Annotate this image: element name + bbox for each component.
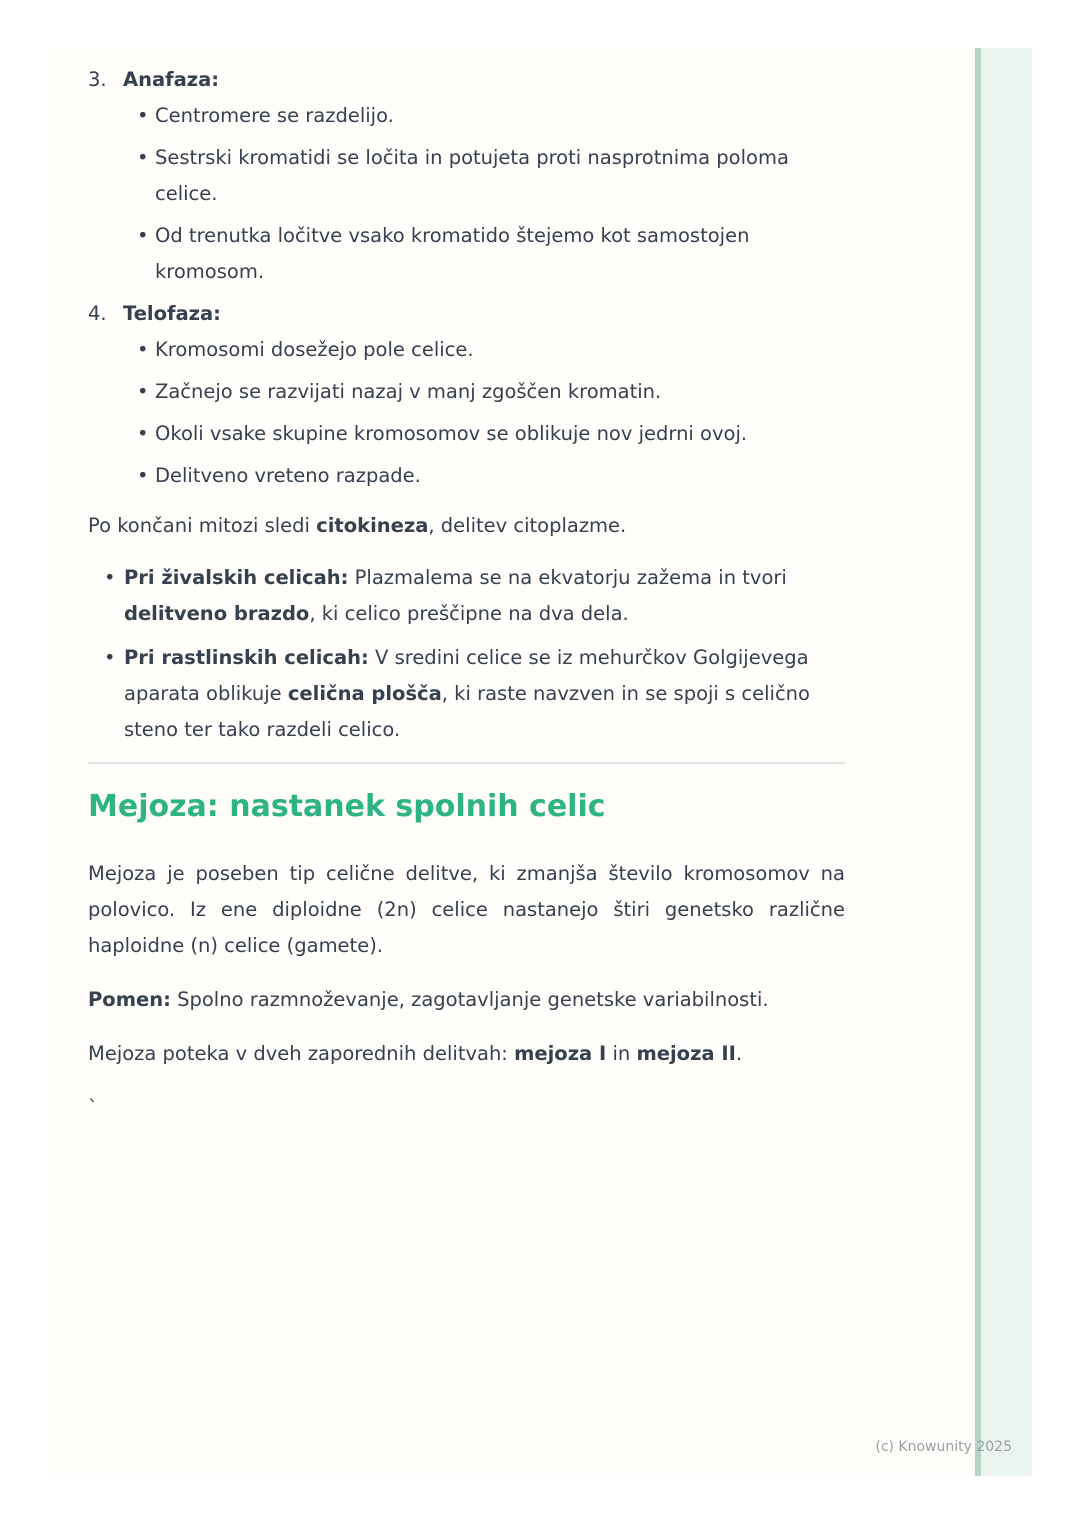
bullet-item [88,332,845,368]
copyright-watermark: (c) Knowunity 2025 [875,1439,1012,1455]
bullet-icon: • [137,338,149,361]
bold-text: delitveno brazdo [124,602,310,625]
numbered-item [88,296,845,494]
bold-text: celična plošča [287,682,442,705]
text-run: in [606,1042,637,1065]
text-run: Okoli vsake skupine kromosomov se oblikuje nov jedrni ovoj. [155,422,748,445]
bold-text: Pri živalskih celicah: [124,566,349,589]
bullet-item [88,458,845,494]
bold-text: Pomen: [88,988,171,1011]
page-margin-panel [981,48,1032,1476]
bullet-item [88,560,845,632]
numbered-item [88,62,845,290]
text-run: Mejoza je poseben tip celične delitve, ki zmanjša število kromosomov na polovico. Iz ene diploidne (2n) celice nastanejo štiri genetsko različne haploidne (n) celice (gamete). [88,862,845,957]
bullet-icon: • [104,646,116,669]
text-run: Začnejo se razvijati nazaj v manj zgoščen kromatin. [155,380,662,403]
text-run: Sestrski kromatidi se ločita in potujeta proti nasprotnima poloma celice. [155,146,789,205]
bullet-icon: • [137,104,149,127]
document-page [48,48,1032,1476]
sub-bullet-list [88,332,845,494]
list-item-title: Anafaza: [123,68,220,91]
text-run: Mejoza poteka v dveh zaporednih delitvah: [88,1042,515,1065]
text-run: , ki raste navzven in se spoji s celično steno ter tako razdeli celico. [124,682,810,741]
bold-text: citokineza [316,514,429,537]
bullet-list [88,560,845,748]
bullet-icon: • [137,224,149,247]
bullet-item [88,374,845,410]
list-number: 4. [88,302,107,325]
paragraph [88,508,845,544]
document-content [88,62,845,1126]
paragraph [88,1036,845,1072]
bold-text: mejoza I [514,1042,607,1065]
bold-text: Pri rastlinskih celicah: [124,646,369,669]
bullet-text [155,332,845,368]
text-run: V sredini celice se iz mehurčkov Golgijevega aparata oblikuje [124,646,809,705]
text-run: Kromosomi dosežejo pole celice. [155,338,474,361]
list-item-title: Telofaza: [123,302,221,325]
bold-text: mejoza II [636,1042,736,1065]
paragraph [88,1090,845,1126]
text-run: Spolno razmnoževanje, zagotavljanje genetske variabilnosti. [170,988,769,1011]
bullet-item [88,218,845,290]
text-run: , delitev citoplazme. [428,514,627,537]
bullet-text [155,416,845,452]
text-run: , ki celico preščipne na dva dela. [309,602,629,625]
bullet-icon: • [137,380,149,403]
paragraph [88,856,845,964]
bullet-icon: • [104,566,116,589]
text-run: ` [88,1096,98,1119]
text-run: Delitveno vreteno razpade. [155,464,421,487]
bullet-item [88,416,845,452]
section-heading: Mejoza: nastanek spolnih celic [88,789,606,824]
text-run: Plazmalema se na ekvatorju zažema in tvori [348,566,787,589]
bullet-text [155,374,845,410]
text-run: Po končani mitozi sledi [88,514,317,537]
bullet-item [88,98,845,134]
paragraph [88,982,845,1018]
text-run: . [735,1042,743,1065]
bullet-text [124,640,845,748]
bullet-text [124,560,845,632]
list-number: 3. [88,68,107,91]
bullet-icon: • [137,146,149,169]
bullet-text [155,218,845,290]
section-divider [88,762,845,764]
numbered-item-header [88,296,845,332]
bullet-text [155,458,845,494]
bullet-icon: • [137,422,149,445]
bullet-text [155,140,845,212]
numbered-item-header [88,62,845,98]
bullet-item [88,140,845,212]
bullet-item [88,640,845,748]
bullet-icon: • [137,464,149,487]
text-run: Centromere se razdelijo. [155,104,394,127]
sub-bullet-list [88,98,845,290]
text-run: Od trenutka ločitve vsako kromatido štejemo kot samostojen kromosom. [155,224,750,283]
bullet-text [155,98,845,134]
